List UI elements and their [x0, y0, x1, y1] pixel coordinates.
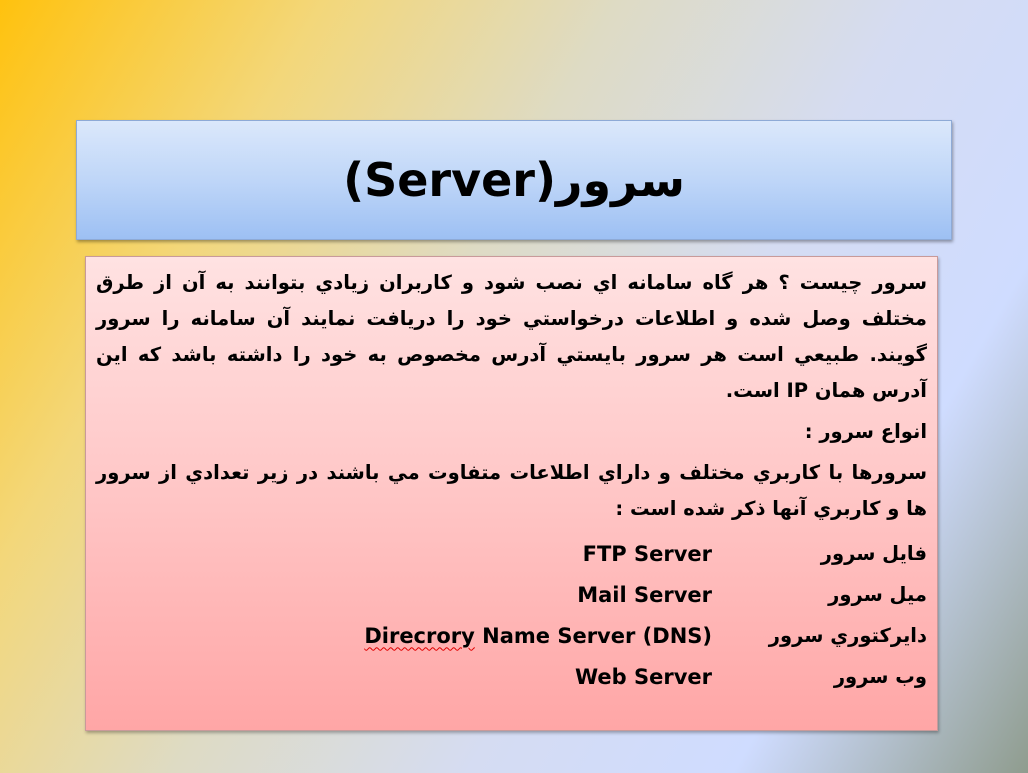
slide-title-box — [76, 120, 952, 240]
server-row-web — [96, 656, 927, 697]
server-name-fa: ميل سرور — [828, 583, 927, 606]
server-row-dns — [96, 615, 927, 656]
server-name-fa: وب سرور — [833, 665, 927, 688]
server-row-ftp — [96, 533, 927, 574]
slide-title: سرور(Server) — [343, 153, 685, 207]
server-types-intro: سرورها با كاربري مختلف و داراي اطلاعات متفاوت مي باشند در زير تعدادي از سرور ها و كاربري آنها ذكر شده است : — [96, 461, 927, 520]
server-list — [96, 533, 927, 697]
spellcheck-flagged-word: Direcrory — [364, 623, 475, 648]
server-name-en: FTP Server — [582, 541, 712, 566]
server-name-fa: فايل سرور — [820, 542, 927, 565]
server-name-en-rest: Name Server (DNS) — [474, 623, 712, 648]
server-name-fa: دايركتوري سرور — [768, 624, 927, 647]
definition-paragraph: سرور چيست ؟ هر گاه سامانه اي نصب شود و كاربران زيادي بتوانند به آن از طرق مختلف وصل شده و اطلاعات درخواستي خود را دريافت نمايند آن سامانه را سرور گويند. طبيعي است هر سرور بايستي آدرس مخصوص به خود را داشته باشد كه اين آدرس همان IP است. — [96, 271, 927, 402]
server-row-mail — [96, 574, 927, 615]
server-name-en: Mail Server — [577, 582, 712, 607]
server-name-en — [364, 624, 712, 648]
server-name-en: Web Server — [574, 664, 712, 689]
server-types-heading: انواع سرور : — [804, 420, 927, 443]
slide-content-box — [85, 256, 938, 731]
